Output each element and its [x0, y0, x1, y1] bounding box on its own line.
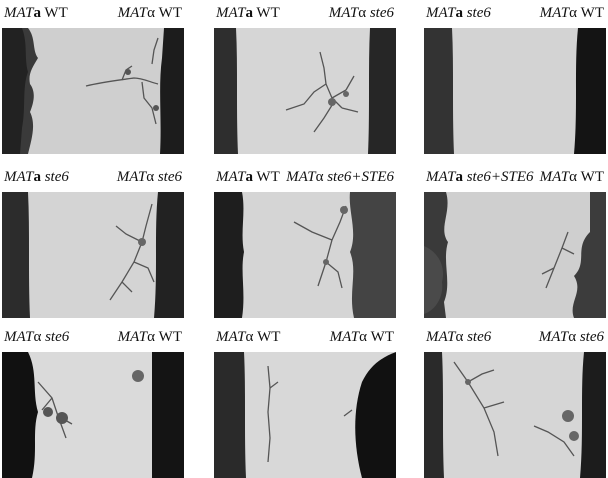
- label-part: MAT: [426, 169, 456, 185]
- label-part: MAT: [116, 169, 147, 185]
- micrograph: [214, 352, 396, 478]
- label-part: MAT: [539, 5, 570, 21]
- micrograph: [424, 192, 606, 318]
- micrograph: [214, 28, 396, 154]
- left-strain-label: [4, 328, 69, 346]
- label-part: WT: [154, 5, 182, 21]
- label-part: α: [315, 169, 324, 185]
- left-strain-label: [216, 168, 280, 186]
- label-part: α: [147, 5, 155, 21]
- label-part: α: [33, 329, 42, 345]
- left-strain-label: [4, 4, 68, 22]
- label-part: MAT: [329, 329, 360, 345]
- label-part: MAT: [426, 5, 456, 21]
- label-part: ste6: [576, 329, 604, 345]
- label-part: MAT: [4, 329, 34, 345]
- right-strain-label: [330, 328, 394, 346]
- right-strain-label: [118, 4, 182, 22]
- label-part: WT: [576, 169, 604, 185]
- label-part: WT: [253, 329, 281, 345]
- right-strain-label: [540, 168, 604, 186]
- panel-2: [214, 4, 396, 154]
- label-part: MAT: [4, 169, 34, 185]
- panel-6: [424, 168, 606, 318]
- label-part: MAT: [328, 5, 359, 21]
- label-part: MAT: [426, 329, 456, 345]
- label-part: a: [245, 5, 253, 21]
- label-part: WT: [366, 329, 394, 345]
- label-part: ste6: [154, 169, 182, 185]
- label-part: α: [147, 329, 155, 345]
- left-strain-label: [4, 168, 69, 186]
- label-part: α: [455, 329, 464, 345]
- left-strain-label: [216, 4, 280, 22]
- label-part: ste6: [463, 329, 492, 345]
- left-strain-label: [426, 168, 534, 186]
- label-part: ste6: [40, 169, 69, 185]
- right-strain-label: [286, 168, 394, 186]
- label-part: MAT: [216, 5, 246, 21]
- left-strain-label: [426, 328, 491, 346]
- micrograph: [214, 192, 396, 318]
- label-part: α: [568, 329, 577, 345]
- label-part: a: [245, 169, 253, 185]
- micrograph: [2, 28, 184, 154]
- label-part: α: [359, 329, 367, 345]
- label-part: α: [146, 169, 155, 185]
- micrograph: [424, 28, 606, 154]
- micrograph: [2, 192, 184, 318]
- label-part: MAT: [538, 329, 569, 345]
- label-part: ste6: [366, 5, 394, 21]
- left-strain-label: [426, 4, 491, 22]
- label-part: α: [569, 169, 577, 185]
- panel-1: [2, 4, 184, 154]
- panel-5: [214, 168, 396, 318]
- label-part: MAT: [117, 5, 148, 21]
- label-part: MAT: [286, 169, 316, 185]
- label-part: a: [455, 169, 463, 185]
- label-part: ste6: [41, 329, 70, 345]
- right-strain-label: [539, 328, 604, 346]
- label-part: WT: [252, 5, 280, 21]
- micrograph: [424, 352, 606, 478]
- panel-3: [424, 4, 606, 154]
- right-strain-label: [117, 168, 182, 186]
- panel-4: [2, 168, 184, 318]
- label-part: ste6+STE6: [323, 169, 394, 185]
- panel-8: [214, 328, 396, 478]
- label-part: WT: [252, 169, 280, 185]
- label-part: MAT: [539, 169, 570, 185]
- label-part: MAT: [216, 169, 246, 185]
- label-part: WT: [40, 5, 68, 21]
- panel-9: [424, 328, 606, 478]
- label-part: WT: [576, 5, 604, 21]
- label-part: α: [569, 5, 577, 21]
- right-strain-label: [118, 328, 182, 346]
- right-strain-label: [329, 4, 394, 22]
- label-part: MAT: [117, 329, 148, 345]
- label-part: WT: [154, 329, 182, 345]
- left-strain-label: [216, 328, 280, 346]
- right-strain-label: [540, 4, 604, 22]
- label-part: a: [455, 5, 463, 21]
- label-part: a: [33, 169, 41, 185]
- panel-7: [2, 328, 184, 478]
- label-part: α: [245, 329, 254, 345]
- label-part: a: [33, 5, 41, 21]
- label-part: α: [358, 5, 367, 21]
- micrograph: [2, 352, 184, 478]
- label-part: ste6: [462, 5, 491, 21]
- label-part: ste6+STE6: [462, 169, 534, 185]
- label-part: MAT: [216, 329, 246, 345]
- label-part: MAT: [4, 5, 34, 21]
